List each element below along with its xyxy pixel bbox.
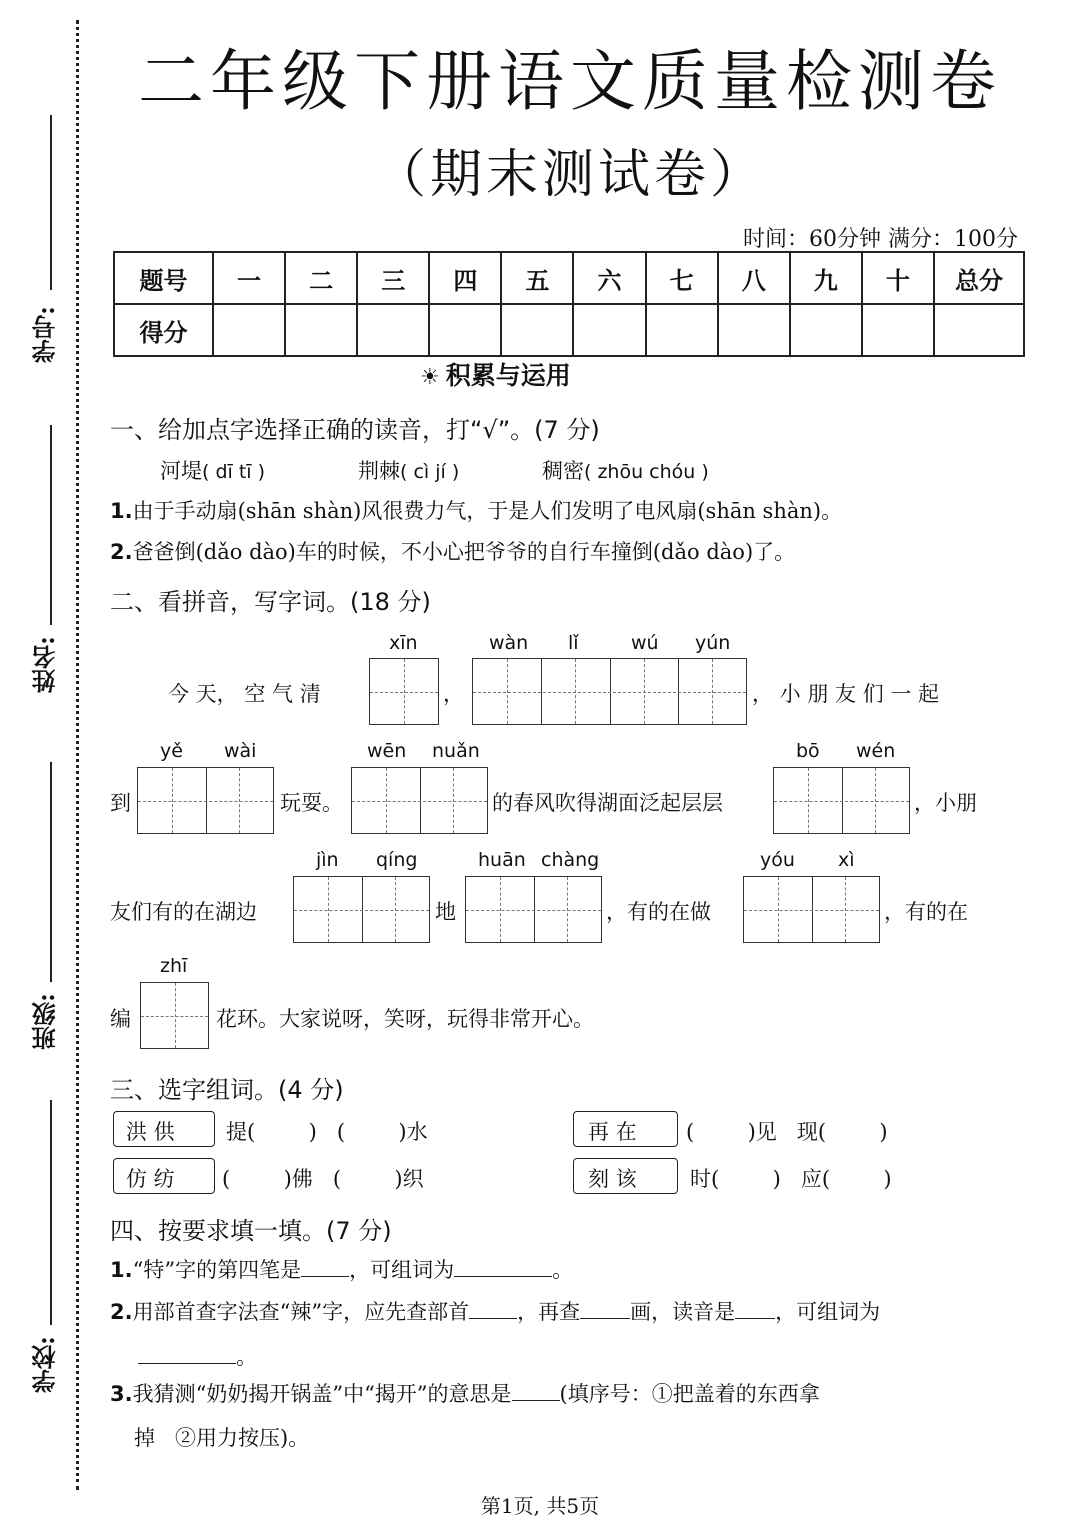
answer-blank[interactable] <box>454 1276 552 1277</box>
score-cell: 三 <box>357 252 429 304</box>
q4-item-2-c: 画，读音是 <box>630 1300 736 1324</box>
score-input-cell[interactable] <box>357 304 429 356</box>
q4-item-1-b: ，可组词为 <box>349 1258 455 1282</box>
q2-row4-end: 花环。大家说呀，笑呀，玩得非常开心。 <box>216 1007 594 1031</box>
pinyin-label: wàn <box>489 632 529 654</box>
pinyin-label: wén <box>856 740 896 762</box>
score-cell: 一 <box>213 252 285 304</box>
score-cell: 九 <box>790 252 862 304</box>
sun-icon: ☀ <box>420 365 440 390</box>
q1-word: 荆棘 <box>358 459 400 483</box>
answer-blank[interactable] <box>512 1400 560 1401</box>
pinyin-label: huān <box>478 849 526 871</box>
answer-blank[interactable] <box>469 1318 517 1319</box>
pinyin-label: chàng <box>541 849 600 871</box>
tianzige-box-yewai[interactable] <box>137 767 274 834</box>
class-field[interactable] <box>28 762 68 1062</box>
answer-blank[interactable] <box>580 1318 630 1319</box>
q1-word-2 <box>358 455 459 485</box>
score-cell: 总分 <box>934 252 1024 304</box>
q2-row1-text-a: 今 天， 空 气 清 <box>168 682 321 706</box>
score-cell: 五 <box>501 252 573 304</box>
q3-group-3-chars: 仿 纺 <box>126 1167 175 1191</box>
score-cell: 七 <box>646 252 718 304</box>
student-id-label: 学号: <box>31 306 60 364</box>
q2-row2-spring: 的春风吹得湖面泛起层层 <box>492 791 723 815</box>
tianzige-box-zhi[interactable] <box>140 982 209 1049</box>
q2-row4-bian: 编 <box>110 1007 131 1031</box>
item-number: 3. <box>110 1382 133 1406</box>
q3-group-4-blanks[interactable]: 时( ) 应( ) <box>690 1167 892 1191</box>
pinyin-label: lǐ <box>568 632 579 654</box>
tianzige-box-wanliwuyun[interactable] <box>472 658 747 725</box>
score-input-cell[interactable] <box>934 304 1024 356</box>
tianzige-box-wennuan[interactable] <box>351 767 488 834</box>
q2-row1-text-b: ， 小 朋 友 们 一 起 <box>752 682 940 706</box>
score-cell: 题号 <box>114 252 213 304</box>
q1-pinyin-options[interactable]: ( zhōu chóu ) <box>584 461 709 483</box>
q2-row3-a: 友们有的在湖边 <box>110 900 257 924</box>
section-banner-label: 积累与运用 <box>445 361 571 390</box>
tianzige-box-huanchang[interactable] <box>465 876 602 943</box>
score-cell: 八 <box>718 252 790 304</box>
pinyin-label: yóu <box>760 849 795 871</box>
score-input-cell[interactable] <box>573 304 645 356</box>
q4-item-3-cont: 掉 ②用力按压)。 <box>134 1426 310 1450</box>
q1-pinyin-options[interactable]: ( cì jí ) <box>400 461 460 483</box>
score-input-cell[interactable] <box>646 304 718 356</box>
score-input-cell[interactable] <box>718 304 790 356</box>
pinyin-label: nuǎn <box>432 740 480 762</box>
pinyin-label: qíng <box>376 849 418 871</box>
q1-sentence-2 <box>110 536 1010 566</box>
q3-group-2-blanks[interactable]: ( )见 现( ) <box>686 1120 888 1144</box>
q1-pinyin-options[interactable]: ( dī tī ) <box>202 461 266 483</box>
score-input-cell[interactable] <box>501 304 573 356</box>
page-subtitle: （期末测试卷） <box>373 145 766 205</box>
pinyin-label: bō <box>796 740 820 762</box>
name-line <box>50 425 52 625</box>
q3-group-1-blanks[interactable]: 提( ) ( )水 <box>226 1120 428 1144</box>
q3-title: 三、选字组词。(4 分) <box>110 1076 344 1104</box>
item-number: 1. <box>110 499 133 523</box>
q1-sentence-1 <box>110 495 1010 525</box>
pinyin-label: wēn <box>367 740 407 762</box>
score-table-score-row <box>114 304 1024 356</box>
q1-word-1 <box>160 455 265 485</box>
q3-group-2-chars: 再 在 <box>588 1120 637 1144</box>
score-input-cell[interactable] <box>429 304 501 356</box>
exam-meta: 时间：60分钟 满分：100分 <box>743 227 1018 252</box>
pinyin-label: xīn <box>389 632 418 654</box>
q1-sentence-1-text[interactable]: 由于手动扇(shān shàn)风很费力气，于是人们发明了电风扇(shān shàn)。 <box>132 499 843 523</box>
school-label: 学校: <box>31 1336 60 1394</box>
q2-row1-comma: ， <box>443 682 464 706</box>
answer-blank[interactable] <box>301 1276 349 1277</box>
q4-item-1-a: “特”字的第四笔是 <box>132 1258 302 1282</box>
student-id-line <box>50 115 52 290</box>
pinyin-label: yě <box>160 740 183 762</box>
q4-item-2-d: ，可组词为 <box>775 1300 881 1324</box>
q2-row3-di: 地 <box>435 900 456 924</box>
q4-item-2-b: ，再查 <box>517 1300 581 1324</box>
score-input-cell[interactable] <box>285 304 357 356</box>
binding-dotted-line <box>76 20 79 1490</box>
tianzige-box-jinqing[interactable] <box>293 876 430 943</box>
tianzige-box-bowen[interactable] <box>773 767 910 834</box>
page-title: 二年级下册语文质量检测卷 <box>138 43 1002 120</box>
q4-item-1 <box>110 1254 573 1284</box>
q1-sentence-2-text[interactable]: 爸爸倒(dǎo dào)车的时候，不小心把爷爷的自行车撞倒(dǎo dào)了。 <box>132 540 796 564</box>
q4-item-3 <box>110 1378 820 1408</box>
q2-row3-b: ，有的在做 <box>606 900 711 924</box>
pinyin-label: wài <box>224 740 257 762</box>
q4-item-2 <box>110 1296 880 1326</box>
section-banner <box>420 356 571 392</box>
pinyin-label: zhī <box>160 955 188 977</box>
q3-group-1-chars: 洪 供 <box>126 1120 175 1144</box>
q3-group-3-blanks[interactable]: ( )佛 ( )织 <box>222 1167 424 1191</box>
q4-title: 四、按要求填一填。(7 分) <box>110 1217 392 1245</box>
item-number: 2. <box>110 540 133 564</box>
q2-row2-play: 玩耍。 <box>280 791 343 815</box>
student-id-field[interactable] <box>28 115 68 375</box>
q1-word: 稠密 <box>542 459 584 483</box>
q4-item-2-cont <box>138 1341 257 1371</box>
q1-title: 一、给加点字选择正确的读音，打“√”。(7 分) <box>110 416 600 444</box>
score-input-cell[interactable] <box>790 304 862 356</box>
q4-item-2-e: 。 <box>236 1345 257 1369</box>
q2-title: 二、看拼音，写字词。(18 分) <box>110 588 431 616</box>
q2-row2-end: ，小朋 <box>914 791 977 815</box>
answer-blank[interactable] <box>735 1318 775 1319</box>
score-cell: 二 <box>285 252 357 304</box>
pinyin-label: wú <box>631 632 659 654</box>
score-table <box>113 251 1025 357</box>
tianzige-box-youxi[interactable] <box>743 876 880 943</box>
q1-word: 河堤 <box>160 459 202 483</box>
school-line <box>50 1100 52 1325</box>
class-label: 班级: <box>31 993 60 1051</box>
score-cell: 六 <box>573 252 645 304</box>
score-cell: 十 <box>862 252 934 304</box>
pinyin-label: yún <box>695 632 731 654</box>
score-row-label: 得分 <box>114 304 213 356</box>
answer-blank[interactable] <box>138 1363 236 1364</box>
name-field[interactable] <box>28 425 68 705</box>
class-line <box>50 762 52 982</box>
q4-item-3-b: (填序号：①把盖着的东西拿 <box>559 1382 820 1406</box>
q4-item-1-c: 。 <box>552 1258 574 1282</box>
item-number: 1. <box>110 1258 133 1282</box>
score-cell: 四 <box>429 252 501 304</box>
pinyin-label: jìn <box>316 849 339 871</box>
q3-group-4-chars: 刻 该 <box>588 1167 637 1191</box>
q2-row2-dao: 到 <box>110 791 131 815</box>
name-label: 姓名: <box>31 636 60 694</box>
pinyin-label: xì <box>838 849 855 871</box>
q4-item-2-a: 用部首查字法查“辣”字，应先查部首 <box>132 1300 470 1324</box>
page-number: 第1页, 共5页 <box>480 1494 600 1518</box>
score-input-cell[interactable] <box>862 304 934 356</box>
q4-item-3-a: 我猜测“奶奶揭开锅盖”中“揭开”的意思是 <box>132 1382 512 1406</box>
school-field[interactable] <box>28 1100 68 1400</box>
score-input-cell[interactable] <box>213 304 285 356</box>
item-number: 2. <box>110 1300 133 1324</box>
tianzige-box-xin[interactable] <box>369 658 439 725</box>
q1-word-3 <box>542 455 709 485</box>
q2-row3-c: ，有的在 <box>884 900 968 924</box>
score-table-header-row <box>114 252 1024 304</box>
